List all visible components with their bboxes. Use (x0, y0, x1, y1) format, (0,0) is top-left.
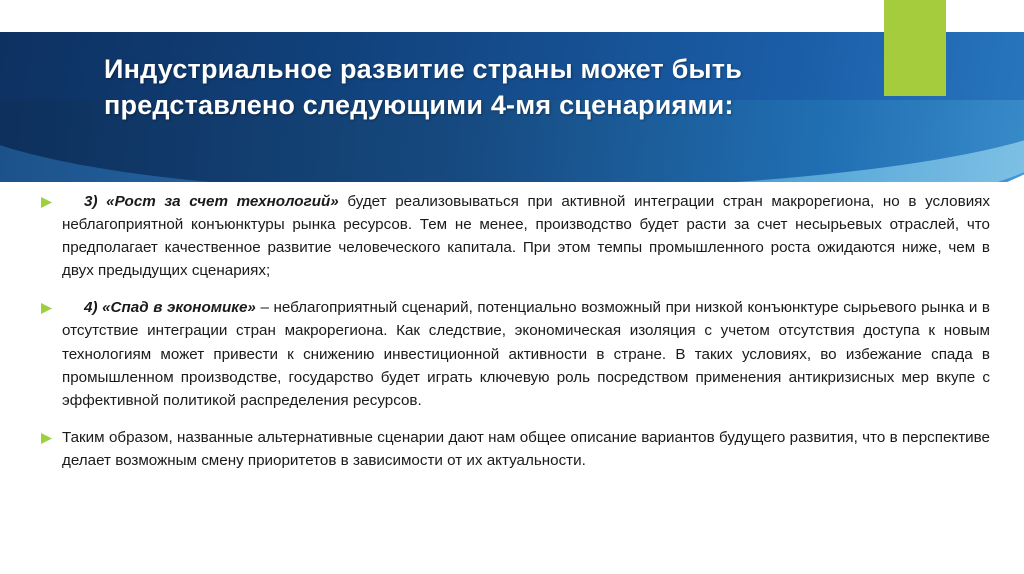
list-item-body: Таким образом, названные альтернативные сценарии дают нам общее описание вариантов будущего развития, что в перспективе делает возможным смену приоритетов в зависимости от их актуальности. (62, 428, 990, 469)
list-item-body: будет реализовываться при активной интеграции стран макрорегиона, но в условиях неблагоприятной конъюнктуры рынка ресурсов. Тем не менее, производство будет расти за счет несырьевых отраслей, что предполагает качественное развитие человеческого капитала. При этом темпы промышленного роста ожидаются ниже, чем в двух предыдущих сценариях; (62, 193, 990, 280)
list-item-text (62, 296, 990, 411)
list-item-lead: 4) «Спад в экономике» (84, 299, 256, 317)
list-item (0, 426, 1024, 472)
page-title: Индустриальное развитие страны может быть представлено следующими 4-мя сценариями: (104, 54, 743, 120)
list-item-text (62, 426, 990, 472)
list-item-lead: 3) «Рост за счет технологий» (84, 193, 339, 210)
slide-content (0, 190, 1024, 486)
list-item-text (62, 190, 990, 282)
accent-green-block (884, 0, 946, 96)
triangle-bullet-icon (40, 432, 62, 445)
list-item-body: – неблагоприятный сценарий, потенциально возможный при низкой конъюнктуре сырьевого рынка и в отсутствие интеграции стран макрорегиона. Как следствие, экономическая изоляция с учетом отсутствия доступа к новым технологиям может привести к снижению инвестиционной активности в стране. В таких условиях, во избежание спада в промышленном производстве, государство будет играть ключевую роль посредством применения антикризисных мер вкупе с эффективной политикой распределения ресурсов. (62, 299, 990, 409)
triangle-bullet-icon (40, 302, 62, 315)
triangle-bullet-icon (40, 196, 62, 209)
header-banner (0, 0, 1024, 182)
list-item (0, 296, 1024, 411)
list-item (0, 190, 1024, 282)
